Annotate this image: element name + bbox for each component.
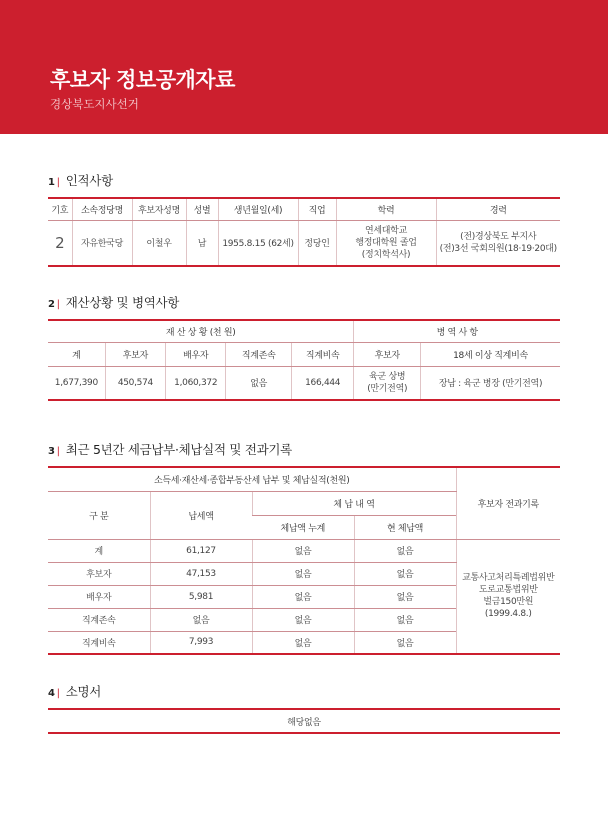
col-header: 직계존속 (226, 342, 292, 366)
section-label: 최근 5년간 세금납부·체납실적 및 전과기록 (65, 442, 292, 457)
tax-criminal-table (48, 466, 560, 655)
current-header: 현 체납액 (354, 515, 456, 539)
cumulative-arrears: 없음 (252, 631, 354, 654)
page-title: 후보자 정보공개자료 (50, 68, 235, 92)
criminal-line: 도로교통법위반 (478, 585, 538, 596)
col-header: 후보자성명 (132, 198, 186, 220)
property-descendant: 166,444 (291, 366, 353, 400)
current-arrears: 없음 (354, 539, 456, 562)
page-subtitle: 경상북도지사선거 (50, 97, 139, 111)
cumulative-arrears: 없음 (252, 539, 354, 562)
section-title-assets: 2 | 재산상황 및 병역사항 (48, 295, 180, 310)
section-number: 2 (48, 299, 55, 310)
table-header-row (48, 342, 560, 366)
education-line: 연세대학교 (365, 225, 407, 236)
property-ascendant: 없음 (226, 366, 292, 400)
paid-amount: 7,993 (150, 631, 252, 654)
education-line: (정치학석사) (361, 249, 411, 260)
col-header: 기호 (48, 198, 72, 220)
property-spouse: 1,060,372 (166, 366, 226, 400)
header-banner (0, 0, 608, 134)
current-arrears: 없음 (354, 585, 456, 608)
cumulative-header: 체납액 누계 (252, 515, 354, 539)
col-header: 후보자 (354, 342, 421, 366)
education-line: 행정대학원 졸업 (355, 237, 417, 248)
criminal-record (456, 539, 560, 654)
cumulative-arrears: 없음 (252, 608, 354, 631)
criminal-line: 벌금150만원 (483, 597, 534, 608)
table-row (48, 220, 560, 266)
assets-military-table (48, 319, 560, 401)
statement-text: 해당없음 (48, 709, 560, 733)
section-number: 1 (48, 177, 55, 188)
division-header: 구 분 (48, 491, 150, 539)
paid-amount: 61,127 (150, 539, 252, 562)
current-arrears: 없음 (354, 608, 456, 631)
military-line: 육군 상병 (369, 371, 406, 382)
cumulative-arrears: 없음 (252, 562, 354, 585)
current-arrears: 없음 (354, 631, 456, 654)
col-header: 생년월일(세) (218, 198, 298, 220)
paid-header: 납세액 (150, 491, 252, 539)
section-label: 재산상황 및 병역사항 (65, 295, 180, 310)
col-header: 학력 (336, 198, 436, 220)
row-label: 직계비속 (48, 631, 150, 654)
criminal-record-header: 후보자 전과기록 (456, 467, 560, 539)
col-header: 18세 이상 직계비속 (420, 342, 560, 366)
career-line: (전)경상북도 부지사 (460, 231, 537, 242)
table-row (48, 366, 560, 400)
table-header-row (48, 467, 560, 491)
col-header: 소속정당명 (72, 198, 132, 220)
candidate-number: 2 (48, 220, 72, 266)
personal-info-table (48, 197, 560, 267)
gender: 남 (186, 220, 218, 266)
property-candidate: 450,574 (105, 366, 165, 400)
career-line: (전)3선 국회의원(18·19·20대) (439, 243, 557, 254)
col-header: 성별 (186, 198, 218, 220)
section-title-statement: 4 | 소명서 (48, 684, 102, 699)
table-row (48, 539, 560, 562)
occupation: 정당인 (298, 220, 336, 266)
military-group-header: 병 역 사 항 (354, 320, 560, 342)
col-header: 직계비속 (291, 342, 353, 366)
row-label: 후보자 (48, 562, 150, 585)
birth-date: 1955.8.15 (62세) (218, 220, 298, 266)
col-header: 직업 (298, 198, 336, 220)
section-title-tax: 3 | 최근 5년간 세금납부·체납실적 및 전과기록 (48, 442, 292, 457)
table-header-row (48, 198, 560, 220)
education (336, 220, 436, 266)
section-number: 3 (48, 446, 55, 457)
property-group-header: 재 산 상 황 (천 원) (48, 320, 354, 342)
section-number: 4 (48, 688, 55, 699)
section-title-personal: 1 | 인적사항 (48, 173, 113, 188)
col-header: 배우자 (166, 342, 226, 366)
career (436, 220, 560, 266)
table-row (48, 709, 560, 733)
tax-group-header: 소득세·재산세·종합부동산세 납부 및 체납실적(천원) (48, 467, 456, 491)
military-line: (만기전역) (367, 383, 408, 394)
paid-amount: 5,981 (150, 585, 252, 608)
col-header: 후보자 (105, 342, 165, 366)
paid-amount: 47,153 (150, 562, 252, 585)
criminal-line: 교통사고처리특례법위반 (462, 573, 555, 584)
section-label: 인적사항 (65, 173, 113, 188)
col-header: 경력 (436, 198, 560, 220)
party-name: 자유한국당 (72, 220, 132, 266)
arrears-group-header: 체 납 내 역 (252, 491, 456, 515)
col-header: 계 (48, 342, 105, 366)
cumulative-arrears: 없음 (252, 585, 354, 608)
paid-amount: 없음 (150, 608, 252, 631)
military-descendant: 장남 : 육군 병장 (만기전역) (420, 366, 560, 400)
property-total: 1,677,390 (48, 366, 105, 400)
table-header-row (48, 320, 560, 342)
section-label: 소명서 (65, 684, 102, 699)
row-label: 배우자 (48, 585, 150, 608)
row-label: 계 (48, 539, 150, 562)
statement-table (48, 708, 560, 734)
criminal-line: (1999.4.8.) (484, 609, 532, 620)
candidate-name: 이철우 (132, 220, 186, 266)
current-arrears: 없음 (354, 562, 456, 585)
row-label: 직계존속 (48, 608, 150, 631)
military-candidate (354, 366, 421, 400)
